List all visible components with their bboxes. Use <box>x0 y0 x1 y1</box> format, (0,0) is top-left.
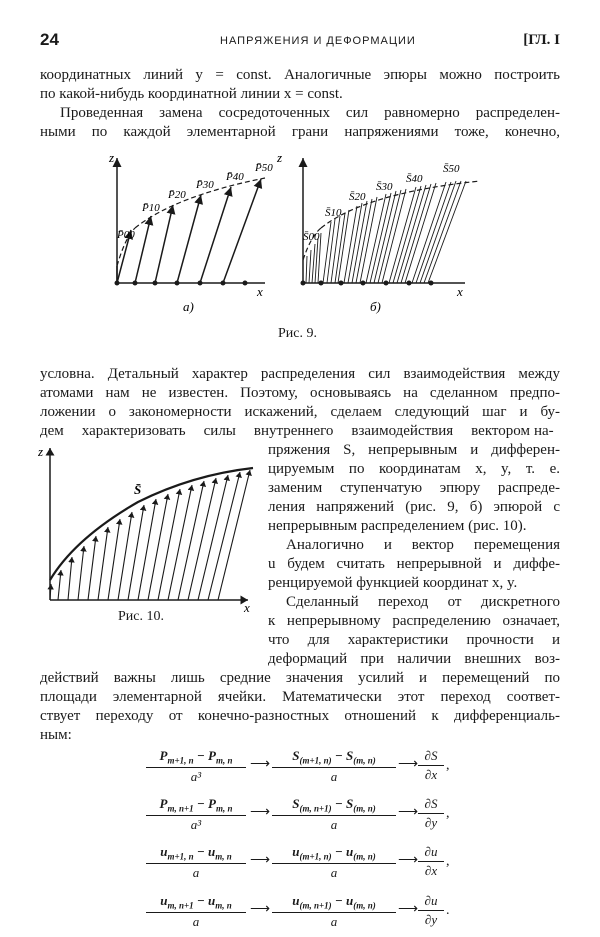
vector-label: S̄50 <box>443 163 460 175</box>
figure-10-caption: Рис. 10. <box>118 609 164 624</box>
figure-9a-panel <box>108 150 273 314</box>
math-token: (m+1, n) <box>299 851 332 862</box>
math-token: S <box>292 796 300 811</box>
text-line: условна. Детальный характер распределения сил взаимодействия между <box>40 366 560 382</box>
text-line: действий важны лишь средние значения усилий и перемещений по <box>40 670 560 686</box>
math-token: m, n <box>215 851 232 862</box>
text-line: u будем считать непрерывной и диффе- <box>268 556 560 572</box>
math-token: ∂y <box>424 815 438 830</box>
math-token: a <box>330 768 338 784</box>
math-token: a <box>192 913 200 929</box>
math-token: ⟶ <box>398 757 419 772</box>
x-label: x <box>457 284 463 299</box>
math-token: ∂S <box>418 796 444 814</box>
math-token: , <box>446 758 450 773</box>
vector-label: S̄40 <box>406 173 423 185</box>
text-line: цируемым по координатам x, y, т. е. <box>268 461 560 477</box>
vector-label: P̄30 <box>196 179 214 191</box>
math-token: u <box>160 844 168 859</box>
math-token: u <box>292 844 300 859</box>
math-token: (m, n) <box>353 755 376 766</box>
math-token: ∂x <box>424 767 438 782</box>
math-token: a <box>192 864 200 880</box>
vector-p30 <box>177 195 201 283</box>
math-token: m+1, n <box>167 755 194 766</box>
text-line: к непрерывному распределению означает, <box>268 613 560 629</box>
page-number: 24 <box>40 30 59 49</box>
math-token: m+1, n <box>167 851 194 862</box>
math-token: , <box>446 806 450 821</box>
fraction-lhs <box>146 748 246 785</box>
math-token: u <box>346 844 354 859</box>
math-token: P <box>208 748 216 763</box>
math-token: u <box>208 893 216 908</box>
z-label: z <box>38 444 44 459</box>
math-token: (m, n+1) <box>299 900 332 911</box>
vector-label: S̄00 <box>303 231 320 243</box>
x-label: x <box>257 284 263 299</box>
text-line: площади элементарной ячейки. Математически этот переход соответ- <box>40 689 560 705</box>
vector-label: S̄20 <box>349 191 366 203</box>
text-line: пряжения S, непрерывным и дифферен- <box>268 442 560 458</box>
math-token: ∂x <box>424 863 438 878</box>
math-token: a <box>330 864 338 880</box>
z-label: z <box>277 150 283 165</box>
math-token: (m, n) <box>353 851 376 862</box>
vector-label: S̄ <box>134 482 142 497</box>
math-token: − <box>334 748 343 763</box>
fraction-derivative <box>418 796 444 831</box>
math-token: (m, n+1) <box>299 803 332 814</box>
math-token: S <box>346 748 354 763</box>
math-token: ⟶ <box>398 902 419 917</box>
fraction-lhs <box>146 844 246 881</box>
text-line: Сделанный переход от дискретного <box>286 594 560 610</box>
math-token: P <box>159 748 168 763</box>
text-line: дем характеризовать силы внутреннего взаимодействия вектором <box>40 423 530 439</box>
fraction-lhs <box>146 796 246 833</box>
vector-label: S̄30 <box>376 181 393 193</box>
equation-row <box>0 844 600 888</box>
figure-10 <box>38 440 260 615</box>
math-token: m, n <box>215 755 233 766</box>
math-token: , <box>446 854 450 869</box>
math-token: ⟶ <box>250 757 271 772</box>
vector-p40 <box>200 187 231 283</box>
fraction-derivative <box>418 844 444 879</box>
math-token: m, n+1 <box>167 900 194 911</box>
math-token: − <box>334 796 343 811</box>
z-label: z <box>109 150 115 165</box>
vector-label: P̄00 <box>117 229 135 241</box>
text-line: по какой-нибудь координатной линии x = const. <box>40 86 343 102</box>
text-line: непрерывным распределением (рис. 10). <box>268 518 527 534</box>
math-token: S <box>292 748 300 763</box>
fraction-lhs <box>146 893 246 930</box>
vector-label: P̄10 <box>142 202 160 214</box>
equation-row <box>0 796 600 840</box>
chapter-label: [ГЛ. I <box>523 32 560 48</box>
text-line: на- <box>534 423 554 439</box>
math-token: a <box>330 913 338 929</box>
math-token: − <box>334 844 343 859</box>
math-token: − <box>196 893 205 908</box>
fraction-mid <box>272 748 396 785</box>
math-token: . <box>446 903 450 918</box>
figure-9-caption: Рис. 9. <box>278 326 317 341</box>
text-line: ренцируемой функцией координат x, y. <box>268 575 518 591</box>
math-token: − <box>196 748 205 763</box>
math-token: a <box>330 816 338 832</box>
math-token: ∂u <box>418 844 444 862</box>
fraction-mid <box>272 844 396 881</box>
vector-p20 <box>155 205 173 283</box>
math-token: ∂S <box>418 748 444 766</box>
vector-label: S̄10 <box>325 207 342 219</box>
text-line: заменим ступенчатую эпюру распреде- <box>268 480 560 496</box>
math-token: a³ <box>190 816 202 832</box>
math-token: ⟶ <box>250 902 271 917</box>
text-line: Проведенная замена сосредоточенных сил равномерно распределен- <box>60 105 560 121</box>
equation-row <box>0 893 600 937</box>
panel-label: a) <box>183 299 194 314</box>
math-token: m, n <box>215 900 232 911</box>
math-token: u <box>346 893 354 908</box>
math-token: m, n+1 <box>167 803 194 814</box>
text-line: координатных линий y = const. Аналогичные эпюры можно построить <box>40 67 560 83</box>
math-token: ⟶ <box>398 853 419 868</box>
figure-9b-panel <box>276 150 480 314</box>
math-token: (m+1, n) <box>299 755 332 766</box>
math-token: u <box>208 844 216 859</box>
text-line: Аналогично и вектор перемещения <box>286 537 560 553</box>
math-token: − <box>334 893 343 908</box>
fraction-derivative <box>418 748 444 783</box>
text-line: что для характеристики прочности и <box>268 632 560 648</box>
vector-label: P̄20 <box>168 189 186 201</box>
math-token: ∂y <box>424 912 438 927</box>
math-token: ⟶ <box>250 853 271 868</box>
text-line: ными по каждой элементарной грани напряжениями тоже, конечно, <box>40 124 560 140</box>
panel-label: б) <box>370 299 381 314</box>
running-header <box>40 30 560 52</box>
vector-label: P̄40 <box>226 171 244 183</box>
math-token: ∂u <box>418 893 444 911</box>
equation-row <box>0 748 600 792</box>
math-token: P <box>159 796 168 811</box>
math-token: S <box>346 796 354 811</box>
math-token: u <box>160 893 168 908</box>
text-line: ствует переходу от конечно-разностных отношений к дифференциаль- <box>40 708 560 724</box>
figure-9 <box>95 148 490 318</box>
math-token: − <box>196 796 205 811</box>
text-line: деформаций при наличии внешних воз- <box>268 651 560 667</box>
math-token: − <box>196 844 205 859</box>
fraction-mid <box>272 796 396 833</box>
vector-label: P̄50 <box>255 162 273 174</box>
math-token: m, n <box>215 803 233 814</box>
running-title: НАПРЯЖЕНИЯ И ДЕФОРМАЦИИ <box>220 35 416 47</box>
math-token: ⟶ <box>250 805 271 820</box>
math-token: ⟶ <box>398 805 419 820</box>
text-line: ным: <box>40 727 72 743</box>
text-line: ложении о закономерности искажений, сделаем следующий шаг и бу- <box>40 404 560 420</box>
fraction-mid <box>272 893 396 930</box>
math-token: a³ <box>190 768 202 784</box>
x-label: x <box>244 600 250 615</box>
math-token: P <box>208 796 216 811</box>
text-line: ления напряжений (рис. 9, б) эпюрой с <box>268 499 560 515</box>
text-line: атомами нам не известен. Поэтому, основываясь на сделанном предпо- <box>40 385 560 401</box>
math-token: (m, n) <box>353 803 376 814</box>
math-token: u <box>292 893 300 908</box>
math-token: (m, n) <box>353 900 376 911</box>
